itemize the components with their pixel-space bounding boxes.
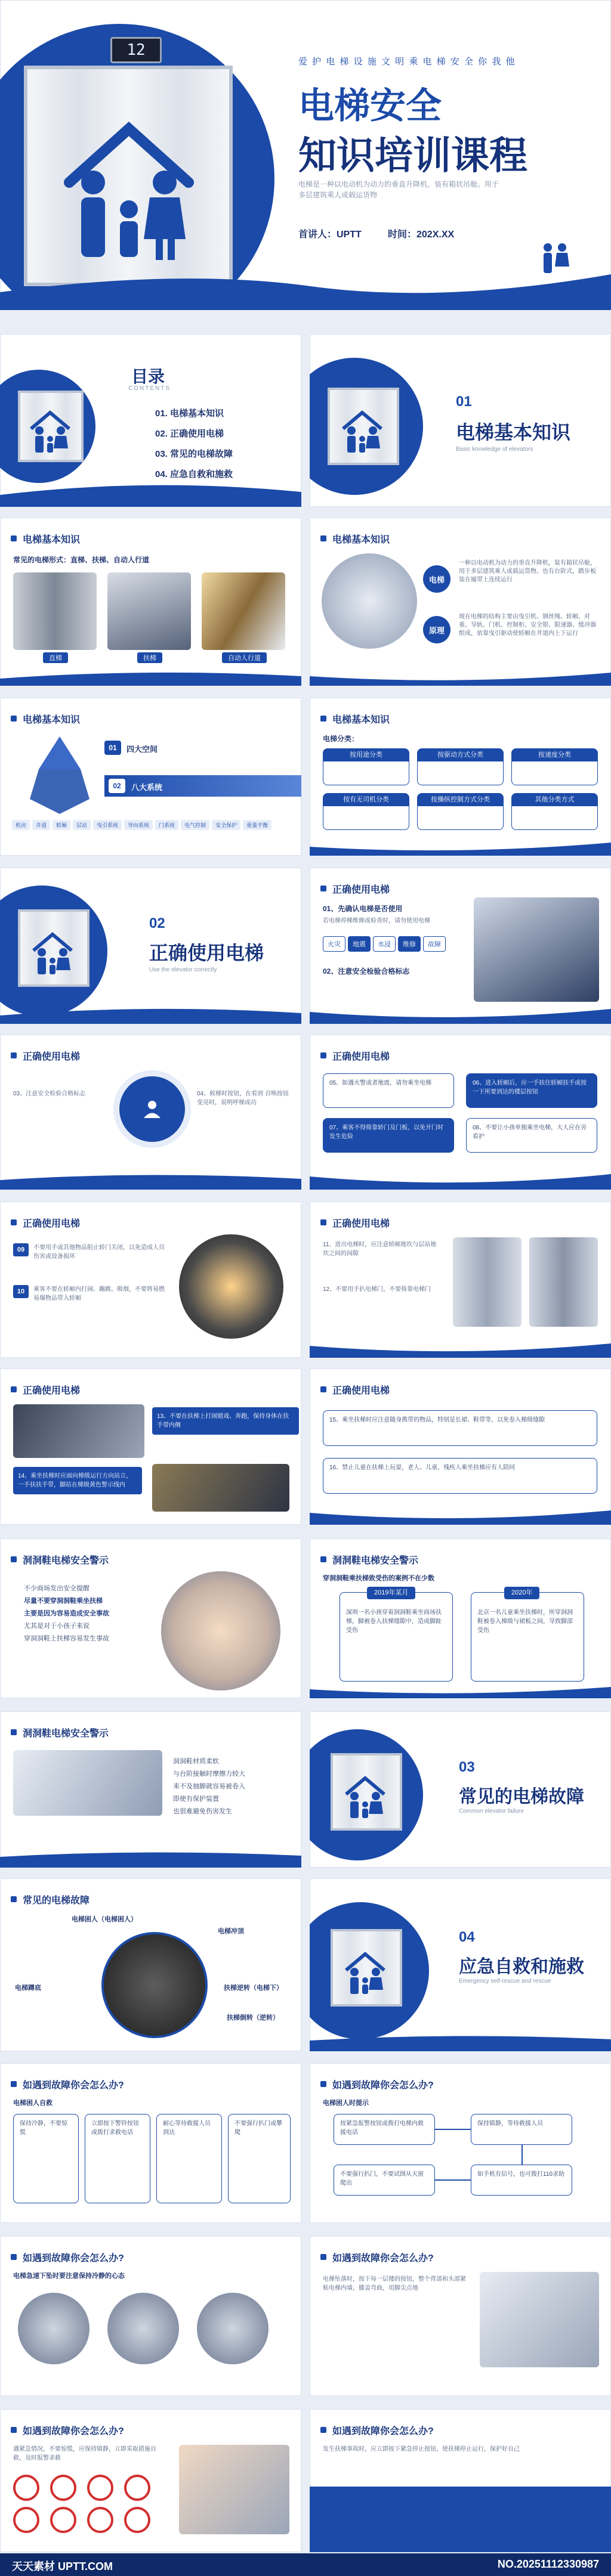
fault-label-1: 电梯困人（电梯困人） xyxy=(72,1916,137,1923)
photo-walkway xyxy=(202,572,285,650)
tag-flood: 水浸 xyxy=(373,936,396,952)
flow-step-1: 按紧急报警按钮或拨打电梯内救援电话 xyxy=(334,2114,435,2145)
cover-speaker: 首讲人：UPTT xyxy=(298,230,362,240)
toc-slide xyxy=(0,334,301,507)
fault-label-5: 扶梯倒转（逆转） xyxy=(227,2014,279,2021)
row-2-label: 八大系统 xyxy=(131,783,163,792)
elevator-door-photo-2 xyxy=(529,1237,598,1327)
section-1-slide xyxy=(310,334,611,507)
section-subtitle: Basic knowledge of elevators xyxy=(456,446,533,453)
family-icon xyxy=(51,111,206,266)
use-2-slide xyxy=(0,1035,301,1190)
case-card-2: 2020年 北京一名儿童乘坐扶梯时，所穿洞洞鞋被卷入梯级与裙板之间，导致脚部受伤 xyxy=(471,1592,584,1682)
card-10-num: 10 xyxy=(13,1285,29,1298)
section-number: 03 xyxy=(459,1759,475,1775)
photo-label-1: 直梯 xyxy=(43,652,68,663)
warn2-line-5: 也很难避免伤害发生 xyxy=(173,1808,232,1815)
use-card-08: 08、不要让小孩单独乘坐电梯，大人应在旁看护 xyxy=(466,1118,597,1153)
rescue-2-slide xyxy=(0,2236,301,2396)
no-entry-icon xyxy=(87,2507,113,2533)
rescue2-circle-1 xyxy=(18,2293,90,2364)
use-text-04: 04、候梯时按钮，在看到 召唤按钮变亮时，说明呼梯成功 xyxy=(197,1091,289,1106)
family-icon-s1 xyxy=(338,408,386,456)
use-text-12: 12、不要用手扒电梯门，不要倚靠电梯门 xyxy=(323,1286,431,1293)
slide-header: 正确使用电梯 xyxy=(23,1051,81,1062)
walkway-photo xyxy=(13,1750,162,1816)
use-card-07: 07、乘客不得倚靠轿门及门板，以免开门时发生危险 xyxy=(323,1118,454,1153)
photo-lift xyxy=(13,572,97,650)
category-card-2: 按驱动方式分类 xyxy=(417,748,504,785)
fault-label-4: 扶梯逆转（电梯下） xyxy=(224,1984,283,1992)
rescue-box-1: 保持冷静，不要惊慌 xyxy=(13,2114,79,2203)
escalator-circle-photo xyxy=(179,1234,283,1339)
section-3-slide xyxy=(310,1711,611,1868)
use-step-1-sub: 若电梯停梯维修或检查时，请勿使用电梯 xyxy=(323,918,430,924)
fault-label-2: 电梯冲顶 xyxy=(218,1928,244,1935)
rescue-3b-slide xyxy=(310,2409,611,2552)
section-subtitle: Common elevator failure xyxy=(459,1808,524,1815)
toc-item-3[interactable]: 03. 常见的电梯故障 xyxy=(155,449,233,459)
tag: 井道 xyxy=(32,820,50,830)
slide-header: 电梯基本知识 xyxy=(23,534,81,545)
use-3b-slide xyxy=(310,1202,611,1358)
warn-line-5: 穿洞洞鞋上扶梯容易发生事故 xyxy=(24,1635,109,1642)
no-entry-icon xyxy=(87,2475,113,2501)
slide-header: 正确使用电梯 xyxy=(332,1385,390,1396)
card-09-num: 09 xyxy=(13,1243,29,1256)
row-2-num: 02 xyxy=(109,779,125,793)
watermark-left: 天天素材 UPTT.COM xyxy=(12,2560,113,2572)
family-icon-s2 xyxy=(29,930,76,977)
warn-cases-slide xyxy=(310,1538,611,1698)
section-number: 04 xyxy=(459,1929,475,1945)
use-text-14: 14、乘坐扶梯时应面向梯级运行方向站立，一手扶扶手带，脚站在梯级黄色警示线内 xyxy=(13,1467,142,1494)
tag-quake: 地震 xyxy=(348,936,371,952)
card-10-text: 乘客不要在轿厢内打闹、蹦跳、吸烟，不要将易燃易爆物品带入轿厢 xyxy=(33,1286,165,1302)
cover-slide xyxy=(0,0,611,310)
slide-header: 如遇到故障你会怎么办? xyxy=(23,2253,124,2264)
slide-header: 如遇到故障你会怎么办? xyxy=(332,2253,434,2264)
use-2b-slide xyxy=(310,1035,611,1190)
rescue3-right-text: 发生扶梯事故时，应立即按下紧急停止按钮，使扶梯停止运行，保护好自己 xyxy=(323,2446,520,2453)
use-4-slide xyxy=(0,1368,301,1525)
use-card-06: 06、进入轿厢后，应一手扶住轿厢扶手或按一下所要到达的楼层按钮 xyxy=(466,1073,597,1108)
slide-header: 洞洞鞋电梯安全警示 xyxy=(23,1728,109,1739)
no-entry-icon xyxy=(13,2507,39,2533)
flow-step-4: 如手机有信号，也可拨打110求助 xyxy=(471,2165,572,2196)
no-entry-icon xyxy=(124,2475,150,2501)
cover-time: 时间：202X.XX xyxy=(388,230,455,240)
slide-header: 正确使用电梯 xyxy=(23,1218,81,1229)
tag: 轿厢 xyxy=(53,820,70,830)
tag: 机房 xyxy=(12,820,30,830)
rescue-label: 电梯困人自救 xyxy=(13,2100,53,2107)
principle-photo xyxy=(322,553,417,649)
tag-fire: 火灾 xyxy=(323,936,345,952)
hand-button-photo xyxy=(179,2445,289,2534)
photo-label-3: 自动人行道 xyxy=(222,652,267,663)
rescue2-circle-3 xyxy=(197,2293,269,2364)
iceberg-icon xyxy=(24,733,95,817)
basic-spaces-slide xyxy=(0,698,301,856)
warn2-line-2: 与台阶接触时摩擦力较大 xyxy=(173,1770,245,1778)
rescue-box-4: 不要强行扒门或攀爬 xyxy=(228,2114,291,2203)
section-number: 02 xyxy=(149,915,165,931)
tag-repair: 维修 xyxy=(398,936,421,952)
tag: 导向系统 xyxy=(124,820,153,830)
slide-header: 洞洞鞋电梯安全警示 xyxy=(23,1555,109,1566)
section-title: 常见的电梯故障 xyxy=(459,1787,584,1807)
row-1-label: 四大空间 xyxy=(126,745,158,754)
tag: 门系统 xyxy=(155,820,178,830)
cover-desc: 电梯是一种以电动机为动力的垂直升降机，装有箱状吊舱。用于多层建筑乘人或载运货物 xyxy=(298,180,499,199)
slide-header: 正确使用电梯 xyxy=(332,1051,390,1062)
use-card-05: 05、如遇火警或者地震，请勿乘坐电梯 xyxy=(323,1073,454,1108)
photo-escalator xyxy=(107,572,191,650)
section-number: 01 xyxy=(456,394,472,410)
toc-item-2[interactable]: 02. 正确使用电梯 xyxy=(155,429,224,439)
slide-header: 洞洞鞋电梯安全警示 xyxy=(332,1555,419,1566)
no-entry-icon xyxy=(13,2475,39,2501)
cover-wave xyxy=(0,268,611,310)
rescue-box-3: 耐心等待救援人员到达 xyxy=(156,2114,222,2203)
family-icon-s3 xyxy=(341,1773,389,1821)
rescue2-text: 电梯急速下坠时要注意保持冷静的心态 xyxy=(13,2272,125,2280)
use-4b-slide xyxy=(310,1368,611,1525)
types-label: 常见的电梯形式：直梯、扶梯、自动人行道 xyxy=(13,556,150,564)
slide-header: 如遇到故障你会怎么办? xyxy=(23,2426,124,2436)
elevator-door-photo-1 xyxy=(453,1237,521,1327)
slide-header: 正确使用电梯 xyxy=(332,1218,390,1229)
tag: 电气控制 xyxy=(181,820,209,830)
use-1-slide xyxy=(310,868,611,1024)
cover-title-1: 电梯安全 xyxy=(298,86,442,126)
rescue3-left-text: 遇紧急情况，不要惊慌，应保持镇静，立即采取措施自救，及时报警求救 xyxy=(13,2446,156,2462)
use-step-2: 02、注意安全检验合格标志 xyxy=(323,967,410,976)
use-text-13: 13、不要在扶梯上打闹嬉戏、奔跑，保持身体在扶手带内侧 xyxy=(152,1407,299,1435)
warn2-line-3: 来不及抽脚就容易被卷入 xyxy=(173,1783,245,1790)
toc-title: 目录 xyxy=(131,367,165,386)
section-title: 正确使用电梯 xyxy=(149,942,264,964)
faults-circle-photo xyxy=(101,1932,208,2038)
user-badge-icon xyxy=(119,1076,185,1142)
tag-fault: 故障 xyxy=(423,936,446,952)
tag: 曳引系统 xyxy=(93,820,122,830)
use-text-03: 03、注意安全检验合格标志 xyxy=(13,1091,86,1097)
escalator-photo-2 xyxy=(152,1464,289,1512)
warn-line-1: 不少商场发出安全提醒 xyxy=(24,1585,90,1592)
basic-types-slide xyxy=(0,518,301,686)
watermark-right: NO.20251112330987 xyxy=(497,2558,599,2570)
slide-header: 如遇到故障你会怎么办? xyxy=(23,2080,124,2091)
slide-header: 电梯基本知识 xyxy=(23,714,81,725)
rescue-box-2: 立即按下警铃按钮或拨打求救电话 xyxy=(85,2114,150,2203)
family-icon-small xyxy=(26,408,74,456)
people-photo xyxy=(161,1571,280,1690)
section-subtitle: Use the elevator correctly xyxy=(149,967,217,973)
warn-slide xyxy=(0,1538,301,1698)
family-icon-s4 xyxy=(341,1949,389,1997)
text-principle: 现在电梯的结构主要由曳引机、钢丝绳、轿厢、对重、导轨、门机、控制柜、安全钳、限速器、缓冲器组成，依靠曳引驱动使轿厢在井道内上下运行 xyxy=(459,614,596,637)
cover-slogan: 爱 护 电 梯 设 施 文 明 乘 电 梯 安 全 你 我 他 xyxy=(298,57,516,67)
slide-header: 正确使用电梯 xyxy=(332,884,390,895)
flow-step-3: 不要强行扒门，不要试图从天窗爬出 xyxy=(334,2165,435,2196)
no-entry-icon xyxy=(50,2507,76,2533)
toc-item-1[interactable]: 01. 电梯基本知识 xyxy=(155,408,224,419)
row-1-num: 01 xyxy=(104,741,121,755)
no-entry-icon xyxy=(50,2475,76,2501)
section-subtitle: Emergency self-rescue and rescue xyxy=(459,1978,551,1984)
rescue-tip-label: 电梯困人时提示 xyxy=(323,2100,369,2107)
slide-header: 电梯基本知识 xyxy=(332,714,390,725)
category-label: 电梯分类： xyxy=(323,735,359,743)
category-card-4: 按有无司机分类 xyxy=(323,793,409,830)
slide-header: 正确使用电梯 xyxy=(23,1385,81,1396)
section-4-slide xyxy=(310,1878,611,2051)
tag: 层站 xyxy=(73,820,91,830)
warn-cases-label: 穿洞洞鞋乘扶梯致受伤的案例不在少数 xyxy=(323,1575,434,1582)
use-3-slide xyxy=(0,1202,301,1358)
use-card-15: 15、乘坐扶梯时应注意随身携带的物品，特别是长裙、鞋带等，以免卷入梯级缝隙 xyxy=(323,1410,597,1446)
no-entry-icon xyxy=(124,2507,150,2533)
category-card-3: 按速度分类 xyxy=(511,748,598,785)
warn-line-4: 尤其是对于小孩子来说 xyxy=(24,1623,90,1630)
rescue2-circle-2 xyxy=(107,2293,179,2364)
slide-header: 如遇到故障你会怎么办? xyxy=(332,2080,434,2091)
category-card-1: 按用途分类 xyxy=(323,748,409,785)
category-card-5: 按操纵控制方式分类 xyxy=(417,793,504,830)
floor-display: 12 xyxy=(110,37,162,63)
section-title: 应急自救和施救 xyxy=(459,1957,584,1977)
flow-step-2: 保持镇静，等待救援人员 xyxy=(471,2114,572,2145)
text-elevator: 一种以电动机为动力的垂直升降机，装有箱状吊舱，用于多层建筑乘人或载运货物。也有台阶式，踏步板装在履带上连续运行 xyxy=(459,560,596,583)
tag: 重量平衡 xyxy=(243,820,271,830)
escalator-photo-1 xyxy=(13,1404,144,1458)
use-step-1: 01、先确认电梯是否使用 xyxy=(323,905,403,913)
rescue-2b-slide xyxy=(310,2236,611,2396)
rescue-3-slide xyxy=(0,2409,301,2552)
worker-photo xyxy=(474,897,599,1002)
rescue2-right-text: 电梯坠落时，按下每一层楼的按钮，整个背部和头部紧贴电梯内墙，膝盖弯曲，用脚尖点地 xyxy=(323,2276,466,2292)
warn2-line-4: 即使有保护装置 xyxy=(173,1795,219,1803)
warn-line-2: 尽量不要穿洞洞鞋乘坐扶梯 xyxy=(24,1597,103,1605)
basic-category-slide xyxy=(310,698,611,856)
category-card-6: 其他分类方式 xyxy=(511,793,598,830)
slide-header: 电梯基本知识 xyxy=(332,534,390,545)
faults-slide xyxy=(0,1878,301,2051)
tag: 安全保护 xyxy=(212,820,240,830)
use-card-16: 16、禁止儿童在扶梯上玩耍，老人、儿童、残疾人乘坐扶梯应有人陪同 xyxy=(323,1458,597,1494)
cover-title-2: 知识培训课程 xyxy=(298,134,527,177)
section-2-slide xyxy=(0,868,301,1024)
cover-elevator xyxy=(24,66,233,286)
toc-item-4[interactable]: 04. 应急自救和施救 xyxy=(155,469,233,479)
rescue-1b-slide xyxy=(310,2063,611,2223)
rescue-1-slide xyxy=(0,2063,301,2223)
circle-elevator: 电梯 xyxy=(423,565,450,593)
basic-principle-slide xyxy=(310,518,611,686)
warn2-line-1: 洞洞鞋材质柔软 xyxy=(173,1758,219,1765)
section-title: 电梯基本知识 xyxy=(456,422,571,443)
photo-label-2: 扶梯 xyxy=(137,652,162,663)
warn-2-slide xyxy=(0,1711,301,1868)
button-panel-photo xyxy=(480,2272,599,2367)
case-card-1: 2019年某月 深圳一名小孩穿着洞洞鞋乘坐商场扶梯，脚被卷入扶梯缝隙中，造成脚趾受伤 xyxy=(340,1592,453,1682)
fault-label-3: 电梯蹲底 xyxy=(15,1984,41,1992)
warn-line-3: 主要是因为容易造成安全事故 xyxy=(24,1610,109,1617)
circle-principle: 原理 xyxy=(423,616,450,643)
card-09-text: 不要用手或其他物品阻止轿门关闭，以免造成人员伤害或设备损坏 xyxy=(33,1244,165,1260)
use-text-11: 11、进出电梯时，应注意轿厢地坎与层站地坎之间的间隙 xyxy=(323,1241,437,1257)
toc-subtitle: CONTENTS xyxy=(128,385,171,392)
slide-header: 常见的电梯故障 xyxy=(23,1895,90,1906)
slide-header: 如遇到故障你会怎么办? xyxy=(332,2426,434,2436)
watermark-bar xyxy=(0,2553,611,2576)
